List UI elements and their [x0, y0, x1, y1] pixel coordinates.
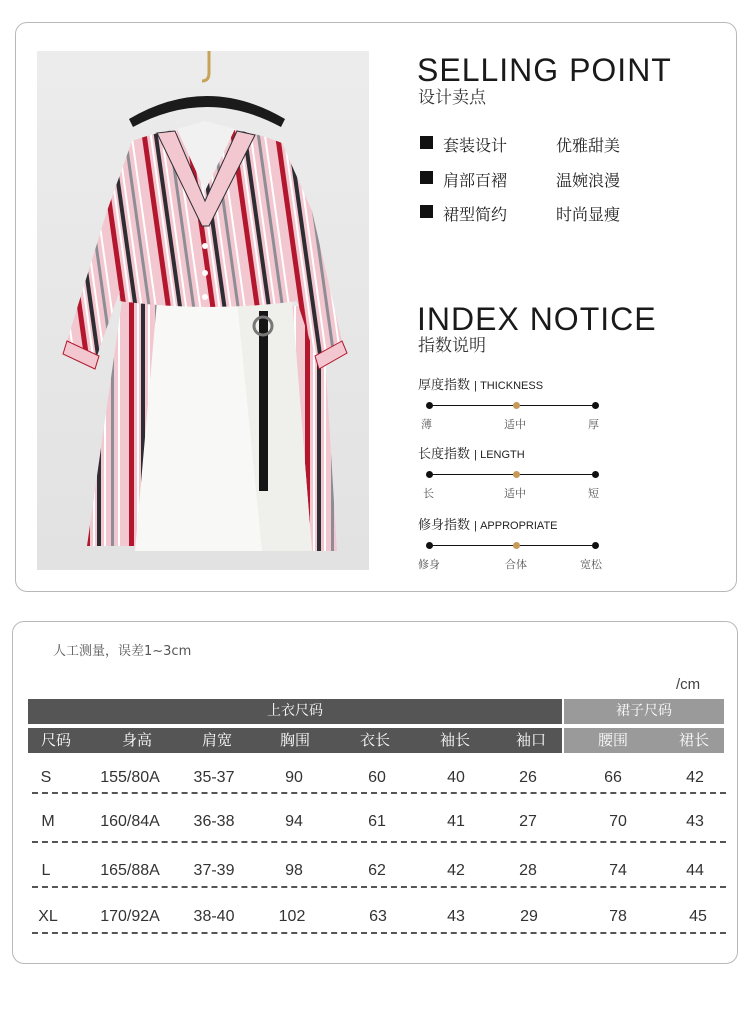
- cell-chest: 90: [285, 769, 303, 786]
- cell-shoulder: 38-40: [193, 908, 235, 925]
- index-name-cn: 长度指数: [418, 447, 471, 462]
- cell-sleeve-length: 40: [447, 769, 465, 786]
- row-divider: [32, 932, 726, 934]
- scale-label: 适中: [504, 418, 526, 431]
- row-divider: [32, 886, 726, 888]
- column-header: 裙长: [678, 731, 710, 749]
- bullet-square-icon: [420, 205, 433, 218]
- cell-chest: 98: [285, 862, 303, 879]
- cell-sleeve-length: 42: [447, 862, 465, 879]
- selling-point-title-en: SELLING POINT: [417, 52, 672, 88]
- cell-size: XL: [38, 908, 58, 925]
- selling-point-right: 优雅甜美: [556, 136, 621, 155]
- cell-top-length: 61: [368, 813, 386, 830]
- scale-label: 适中: [504, 487, 526, 500]
- cell-top-length: 63: [369, 908, 387, 925]
- cell-waist: 78: [609, 908, 627, 925]
- bullet-square-icon: [420, 136, 433, 149]
- cell-waist: 74: [609, 862, 627, 879]
- scale-label: 合体: [505, 558, 527, 571]
- product-photo: [37, 51, 369, 570]
- selling-point-left: 肩部百褶: [443, 171, 508, 190]
- index-notice-title-cn: 指数说明: [418, 336, 486, 356]
- index-name-en: | APPROPRIATE: [474, 520, 558, 532]
- index-notice-title-en: INDEX NOTICE: [417, 301, 657, 337]
- cell-height: 170/92A: [100, 908, 160, 925]
- column-header: 腰围: [597, 731, 629, 749]
- scale-dot: [592, 402, 599, 409]
- length-index-title: [418, 443, 525, 462]
- cell-chest: 102: [278, 908, 306, 925]
- scale-dot: [592, 471, 599, 478]
- measurement-note: 人工测量，误差1~3cm: [53, 644, 192, 659]
- cell-top-length: 62: [368, 862, 386, 879]
- cell-waist: 66: [604, 769, 622, 786]
- skirt-size-group-header: 裙子尺码: [564, 699, 724, 724]
- index-name-en: | THICKNESS: [474, 380, 544, 392]
- cell-cuff: 29: [520, 908, 538, 925]
- cell-skirt-length: 42: [686, 769, 704, 786]
- row-divider: [32, 792, 726, 794]
- selling-point-left: 裙型简约: [443, 205, 508, 224]
- scale-label: 修身: [418, 558, 440, 571]
- cell-cuff: 26: [519, 769, 537, 786]
- index-name-cn: 厚度指数: [418, 378, 471, 393]
- fit-scale: [418, 540, 604, 570]
- column-header: 袖口: [515, 731, 547, 749]
- cell-height: 155/80A: [100, 769, 160, 786]
- cell-shoulder: 35-37: [193, 769, 235, 786]
- table-row: [28, 813, 726, 843]
- index-name-cn: 修身指数: [418, 518, 471, 533]
- column-header: 衣长: [359, 731, 391, 749]
- table-row: [28, 769, 726, 799]
- scale-dot-active: [513, 402, 520, 409]
- fit-index-title: [418, 514, 558, 533]
- column-header-row-top: [28, 728, 562, 753]
- cell-chest: 94: [285, 813, 303, 830]
- cell-top-length: 60: [368, 769, 386, 786]
- column-header: 身高: [121, 731, 153, 749]
- cell-size: L: [41, 862, 51, 879]
- thickness-scale: [418, 400, 604, 430]
- scale-dot: [426, 471, 433, 478]
- top-size-group-header: 上衣尺码: [28, 699, 562, 724]
- scale-dot-active: [513, 542, 520, 549]
- length-scale: [418, 469, 604, 499]
- scale-label: 长: [423, 487, 434, 500]
- index-name-en: | LENGTH: [474, 449, 525, 461]
- column-header: 袖长: [439, 731, 471, 749]
- column-header: 肩宽: [201, 731, 233, 749]
- scale-label: 短: [588, 487, 599, 500]
- cell-size: S: [40, 769, 52, 786]
- cell-shoulder: 37-39: [193, 862, 235, 879]
- scale-dot: [592, 542, 599, 549]
- scale-dot: [426, 542, 433, 549]
- scale-dot-active: [513, 471, 520, 478]
- bullet-square-icon: [420, 171, 433, 184]
- thickness-index-title: [418, 374, 543, 393]
- cell-sleeve-length: 43: [447, 908, 465, 925]
- outfit-illustration: [37, 51, 369, 570]
- cell-height: 165/88A: [100, 862, 160, 879]
- selling-point-right: 时尚显瘦: [556, 205, 621, 224]
- cell-sleeve-length: 41: [447, 813, 465, 830]
- column-header: 胸围: [279, 731, 311, 749]
- cell-size: M: [41, 813, 55, 830]
- selling-point-right: 温婉浪漫: [556, 171, 621, 190]
- unit-label: /cm: [676, 676, 701, 693]
- cell-skirt-length: 45: [689, 908, 707, 925]
- cell-shoulder: 36-38: [193, 813, 235, 830]
- cell-cuff: 27: [519, 813, 537, 830]
- cell-waist: 70: [609, 813, 627, 830]
- scale-label: 薄: [421, 418, 432, 431]
- selling-point-title-cn: 设计卖点: [418, 88, 486, 108]
- column-header-row-skirt: [564, 728, 724, 753]
- selling-point-left: 套装设计: [443, 136, 508, 155]
- scale-label: 厚: [588, 418, 599, 431]
- column-header: 尺码: [40, 731, 72, 749]
- cell-skirt-length: 43: [686, 813, 704, 830]
- scale-dot: [426, 402, 433, 409]
- cell-height: 160/84A: [100, 813, 160, 830]
- scale-label: 宽松: [580, 558, 602, 571]
- cell-cuff: 28: [519, 862, 537, 879]
- row-divider: [32, 841, 726, 843]
- cell-skirt-length: 44: [686, 862, 704, 879]
